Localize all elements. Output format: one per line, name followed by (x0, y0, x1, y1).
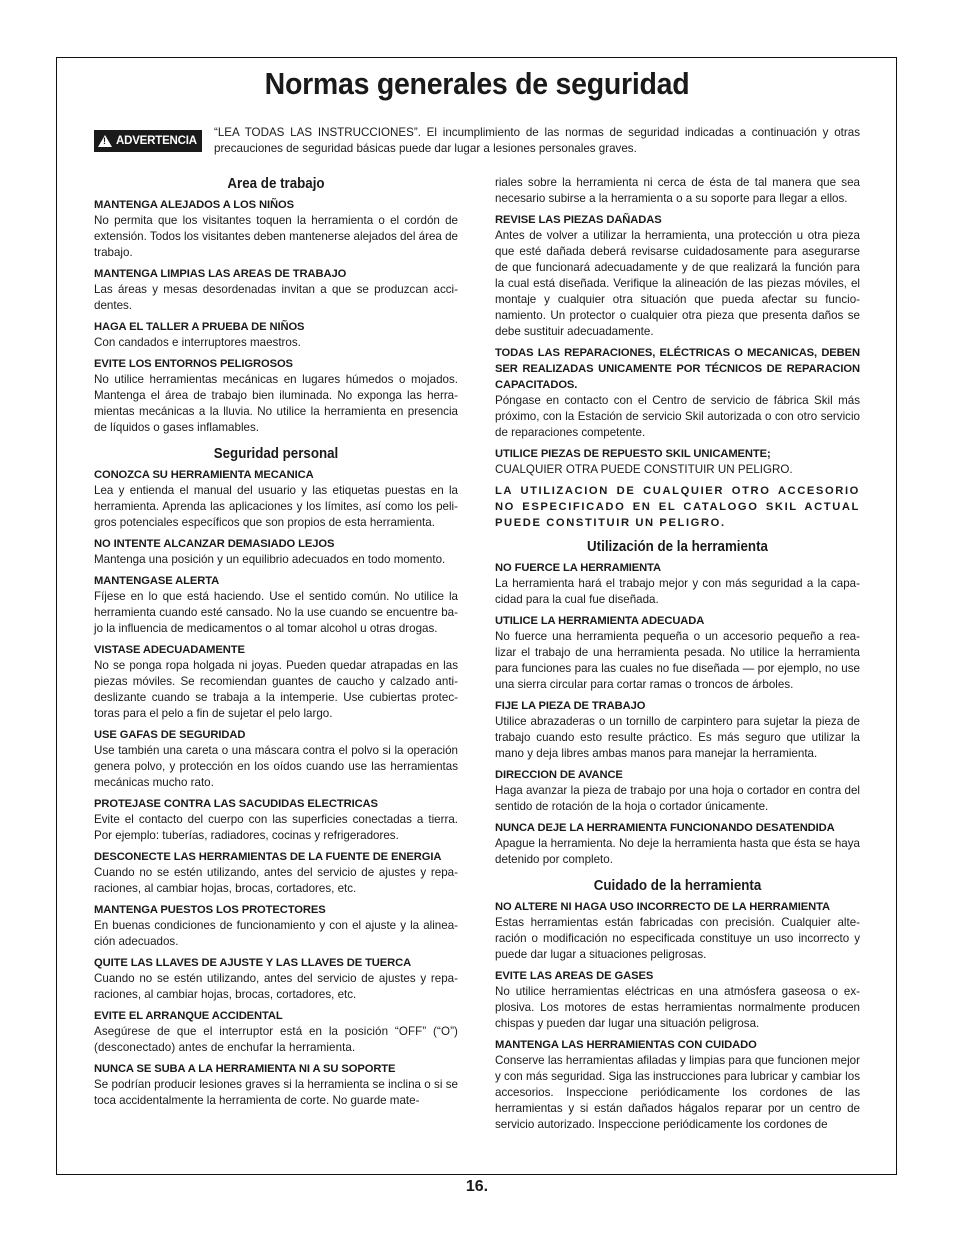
section-heading-utilizacion: Utilización de la herramienta (587, 539, 768, 555)
list-item (94, 1061, 458, 1109)
list-item (94, 266, 458, 314)
item-body: Se podrían producir lesiones graves si la herramienta se inclina o si se toca accidentalmente la herramienta de corte. No guarde mate- (94, 1078, 458, 1107)
item-heading: CONOZCA SU HERRAMIENTA MECANICA (94, 469, 314, 481)
item-heading: LA UTILIZACION DE CUALQUIER OTRO ACCESORIO NO ESPECIFICADO EN EL CATALOGO SKIL ACTUAL PUEDE CONSTITUIR UN PELIGRO. (495, 485, 860, 529)
item-body: Estas herramientas están fabricadas con precisión. Cualquier alte-ración o modificación no especificada constituye un uso incorrecto y puede dar lugar a situaciones peligrosas. (495, 916, 860, 961)
item-body: Conserve las herramientas afiladas y limpias para que funcionen mejor y con más seguridad. Siga las instrucciones para lubricar y cambiar los accesorios. Inspeccione periódicamente los cordones de las herramientas y si están dañados hágalos reparar por un centro de servicio autorizado. Inspeccione periódicamente los cordones de (495, 1054, 860, 1131)
item-heading: UTILICE PIEZAS DE REPUESTO SKIL UNICAMENTE; (495, 448, 771, 460)
list-item (94, 642, 458, 722)
item-heading: UTILICE LA HERRAMIENTA ADECUADA (495, 615, 705, 627)
section-heading-cuidado: Cuidado de la herramienta (593, 878, 762, 894)
list-item (94, 796, 458, 844)
item-heading: TODAS LAS REPARACIONES, ELÉCTRICAS O MECANICAS, DEBEN SER REALIZADAS UNICAMENTE POR TÉCNICOS DE REPARACION CAPACITADOS. (495, 347, 860, 391)
page-number: 16. (465, 1178, 489, 1195)
item-heading: EVITE EL ARRANQUE ACCIDENTAL (94, 1010, 283, 1022)
item-heading: PROTEJASE CONTRA LAS SACUDIDAS ELECTRICAS (94, 798, 378, 810)
item-heading: MANTENGA LAS HERRAMIENTAS CON CUIDADO (495, 1039, 757, 1051)
list-item (94, 902, 458, 950)
item-heading: NUNCA SE SUBA A LA HERRAMIENTA NI A SU SOPORTE (94, 1063, 396, 1075)
item-heading: DIRECCION DE AVANCE (495, 769, 623, 781)
item-body: Las áreas y mesas desordenadas invitan a que se produzcan acci-dentes. (94, 283, 458, 312)
item-heading: DESCONECTE LAS HERRAMIENTAS DE LA FUENTE DE ENERGIA (94, 851, 442, 863)
item-heading: MANTENGASE ALERTA (94, 575, 220, 587)
section-heading-seguridad-personal: Seguridad personal (213, 446, 339, 462)
item-heading: NO INTENTE ALCANZAR DEMASIADO LEJOS (94, 538, 335, 550)
list-item (94, 727, 458, 791)
item-heading: NO FUERCE LA HERRAMIENTA (495, 562, 662, 574)
list-item (495, 1037, 860, 1133)
item-body: Fíjese en lo que está haciendo. Use el sentido común. No utilice la herramienta cuando esté cansado. No la use cuando se encuentre ba-jo la influencia de medicamentos o al tomar alcohol u otras drogas. (94, 590, 458, 635)
list-item (495, 446, 860, 478)
item-heading: MANTENGA ALEJADOS A LOS NIÑOS (94, 199, 294, 211)
item-body: Cuando no se estén utilizando, antes del servicio de ajustes y repa-raciones, al cambiar hojas, brocas, cortadores, etc. (94, 866, 458, 895)
item-body: Use también una careta o una máscara contra el polvo si la operación genera polvo, y protección en los oídos cuando use las herramientas mecánicas mucho rato. (94, 744, 458, 789)
continuation-text: riales sobre la herramienta ni cerca de ésta de tal manera que sea necesario subirse a la herramienta o a su soporte para llegar a ellos. (495, 176, 860, 205)
list-item (94, 197, 458, 261)
list-item (495, 345, 860, 441)
list-item (495, 212, 860, 340)
list-item (495, 698, 860, 762)
list-item (495, 560, 860, 608)
item-heading: FIJE LA PIEZA DE TRABAJO (495, 700, 646, 712)
item-body: Mantenga una posición y un equilibrio adecuados en todo momento. (94, 553, 446, 566)
item-heading: EVITE LAS AREAS DE GASES (495, 970, 654, 982)
item-body: Antes de volver a utilizar la herramienta, una protección u otra pieza que esté dañada deberá revisarse cuidadosamente para asegurarse de que funcionará adecuadamente y de que realizará la función para la cual está diseñada. Verifique la alineación de las piezas móviles, el montaje y cualquier otra situación que pueda afectar su funcio-namiento. Un protector o cualquier otra pieza que presenta daños se debe sustituir adecuadamente. (495, 229, 860, 338)
list-item (495, 767, 860, 815)
list-item (495, 483, 860, 531)
item-body: Evite el contacto del cuerpo con las superficies conectadas a tierra. Por ejemplo: tuberías, radiadores, cocinas y refrigeradores. (94, 813, 458, 842)
section-heading-area-trabajo: Area de trabajo (227, 176, 325, 192)
item-heading: MANTENGA LIMPIAS LAS AREAS DE TRABAJO (94, 268, 347, 280)
item-body: No se ponga ropa holgada ni joyas. Pueden quedar atrapadas en las piezas móviles. Se recomiendan guantes de caucho y calzado anti-deslizante cuando se trabaja a la intemperie. Use cubiertas protec-toras para el pelo a fin de sujetar el pelo largo. (94, 659, 458, 720)
page-title: Normas generales de seguridad (264, 66, 690, 101)
item-body: Póngase en contacto con el Centro de servicio de fábrica Skil más próximo, con la Estación de servicio Skil autorizada o con otro servicio de reparaciones competente. (495, 394, 860, 439)
list-item (94, 319, 458, 351)
item-heading: NUNCA DEJE LA HERRAMIENTA FUNCIONANDO DESATENDIDA (495, 822, 835, 834)
right-column (495, 175, 860, 1138)
list-item (495, 899, 860, 963)
list-item (495, 968, 860, 1032)
item-body: CUALQUIER OTRA PUEDE CONSTITUIR UN PELIGRO. (495, 463, 793, 476)
left-column (94, 174, 458, 1114)
item-body: Con candados e interruptores maestros. (94, 336, 301, 349)
item-heading: HAGA EL TALLER A PRUEBA DE NIÑOS (94, 321, 305, 333)
item-body: En buenas condiciones de funcionamiento y con el ajuste y la alinea-ción adecuados. (94, 919, 458, 948)
item-heading: REVISE LAS PIEZAS DAÑADAS (495, 214, 662, 226)
warning-label: ADVERTENCIA (116, 135, 197, 147)
item-heading: MANTENGA PUESTOS LOS PROTECTORES (94, 904, 326, 916)
item-body: Lea y entienda el manual del usuario y las etiquetas puestas en la herramienta. Aprenda las aplicaciones y los límites, así como los peli-gros potenciales específicos que son propios de esta herramienta. (94, 484, 458, 529)
item-heading: VISTASE ADECUADAMENTE (94, 644, 245, 656)
item-heading: QUITE LAS LLAVES DE AJUSTE Y LAS LLAVES DE TUERCA (94, 957, 412, 969)
list-item (94, 1008, 458, 1056)
item-body: Utilice abrazaderas o un tornillo de carpintero para sujetar la pieza de trabajo cuando esto resulte práctico. Es más seguro que utilizar la mano y deja libres ambas manos para manejar la herramienta. (495, 715, 860, 760)
list-item (94, 356, 458, 436)
item-body: Apague la herramienta. No deje la herramienta hasta que ésta se haya detenido por completo. (495, 837, 860, 866)
item-heading: NO ALTERE NI HAGA USO INCORRECTO DE LA HERRAMIENTA (495, 901, 830, 913)
item-body: No utilice herramientas eléctricas en una atmósfera gaseosa o ex-plosiva. Los motores de estas herramientas normalmente producen chispas y pueden dar lugar una situación peligrosa. (495, 985, 860, 1030)
list-item (94, 467, 458, 531)
item-body: No fuerce una herramienta pequeña o un accesorio pequeño a rea-lizar el trabajo de una herramienta pesada. No utilice la herramienta para funciones para las cuales no fue diseñada — por ejemplo, no use una sierra circular para cortar ramas o troncos de árboles. (495, 630, 860, 691)
warning-triangle-icon: ! (98, 135, 112, 147)
item-body: Asegúrese de que el interruptor está en la posición “OFF” (“O”)(desconectado) antes de enchufar la herramienta. (94, 1025, 458, 1054)
list-item (495, 613, 860, 693)
item-body: No permita que los visitantes toquen la herramienta o el cordón de extensión. Todos los visitantes deben mantenerse alejados del área de trabajo. (94, 214, 458, 259)
item-heading: USE GAFAS DE SEGURIDAD (94, 729, 246, 741)
warning-text: “LEA TODAS LAS INSTRUCCIONES”. El incumplimiento de las normas de seguridad indicadas a continuación y otras precauciones de seguridad básicas puede dar lugar a lesiones personales graves. (214, 126, 860, 155)
item-body: Haga avanzar la pieza de trabajo por una hoja o cortador en contra del sentido de rotación de la hoja o cortador únicamente. (495, 784, 860, 813)
item-body: Cuando no se estén utilizando, antes del servicio de ajustes y repa-raciones, al cambiar hojas, brocas, cortadores, etc. (94, 972, 458, 1001)
item-heading: EVITE LOS ENTORNOS PELIGROSOS (94, 358, 293, 370)
item-body: No utilice herramientas mecánicas en lugares húmedos o mojados. Mantenga el área de trabajo bien iluminada. No exponga las herra-mientas mecánicas a la lluvia. No utilice la herramienta en presencia de líquidos o gases inflamables. (94, 373, 458, 434)
list-item (94, 573, 458, 637)
list-item (94, 536, 458, 568)
warning-badge (94, 130, 202, 152)
list-item (495, 820, 860, 868)
list-item (94, 849, 458, 897)
item-body: La herramienta hará el trabajo mejor y con más seguridad a la capa-cidad para la cual fue diseñada. (495, 577, 860, 606)
list-item (94, 955, 458, 1003)
